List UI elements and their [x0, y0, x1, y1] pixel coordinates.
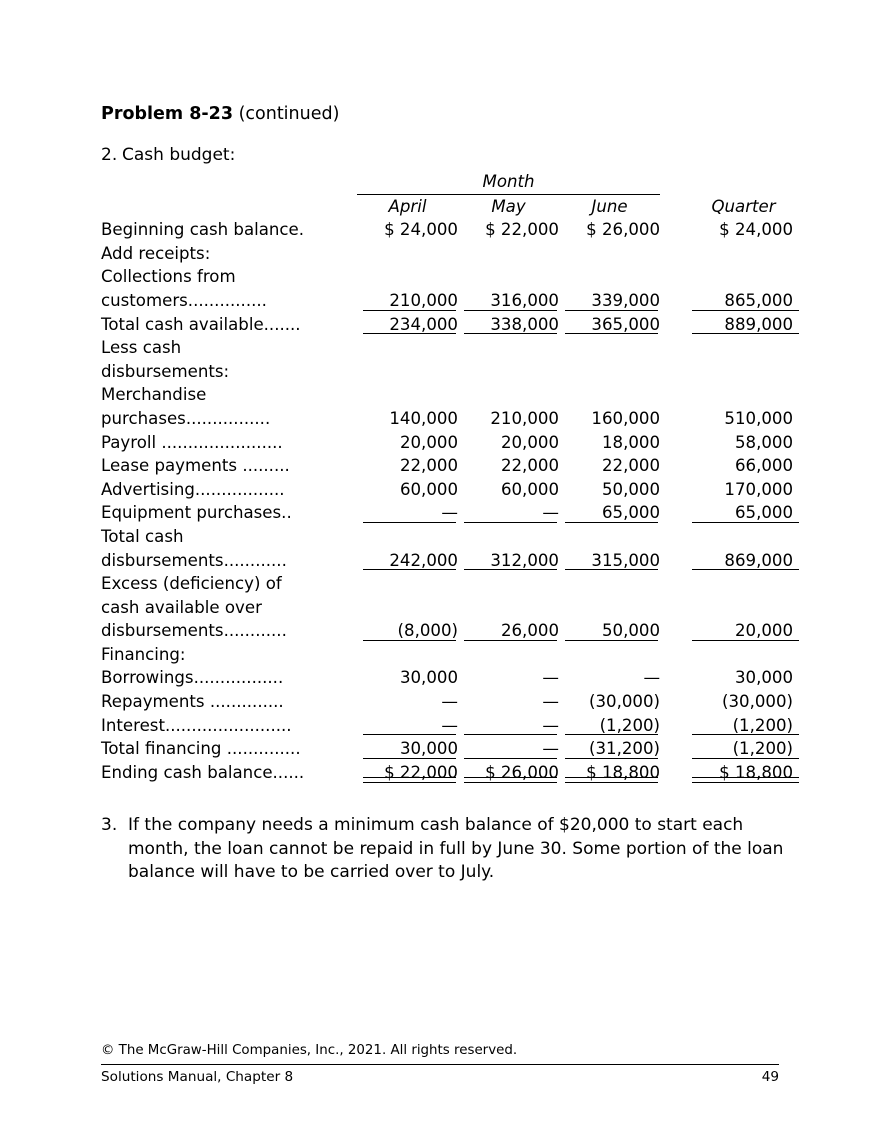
- row-label: [101, 737, 357, 761]
- row-label-text: purchases: [101, 408, 186, 428]
- cell-may: —: [458, 501, 559, 525]
- cell-quarter: [686, 572, 801, 596]
- row-label-leader: .: [298, 220, 305, 240]
- cell-quarter: 65,000: [686, 501, 801, 525]
- column-header-may: May: [491, 196, 526, 216]
- cell-april: [357, 525, 458, 549]
- table-row: [101, 265, 801, 289]
- cell-june: [559, 242, 660, 266]
- cell-april: —: [357, 501, 458, 525]
- column-header-row: [101, 194, 801, 218]
- row-label-text: Add receipts:: [101, 243, 211, 263]
- cell-gap: [660, 265, 686, 289]
- cell-april: 60,000: [399, 479, 458, 499]
- column-header-june: June: [591, 196, 628, 216]
- table-row: [101, 336, 801, 360]
- cell-may: 210,000: [490, 408, 559, 428]
- cell-june: (31,200): [559, 737, 660, 761]
- cell-may: $ 22,000: [485, 220, 559, 240]
- row-label-text: Less cash: [101, 338, 182, 358]
- row-label: [101, 454, 357, 478]
- row-label-leader: ................: [185, 408, 271, 428]
- group-header-spacer: [101, 170, 357, 194]
- footer-divider: [101, 1064, 779, 1065]
- table-head: [101, 170, 801, 218]
- column-header-quarter: Quarter: [711, 196, 776, 216]
- cell-april: 140,000: [389, 408, 458, 428]
- table-row: [101, 690, 801, 714]
- row-label-text: Repayments: [101, 692, 210, 712]
- cell-quarter: [686, 596, 801, 620]
- cell-may: —: [542, 692, 559, 712]
- group-header-gap: [660, 170, 686, 194]
- cell-quarter: (30,000): [722, 692, 794, 712]
- cell-may: 22,000: [500, 456, 559, 476]
- row-label-text: Lease payments: [101, 456, 243, 476]
- table-row: [101, 454, 801, 478]
- row-label-text: Excess (deficiency) of: [101, 574, 282, 594]
- cell-quarter: $ 18,800: [686, 761, 801, 785]
- cell-april: —: [357, 714, 458, 738]
- row-label-text: Payroll: [101, 432, 162, 452]
- cell-quarter: [686, 383, 801, 407]
- row-label-leader: .......................: [161, 432, 283, 452]
- row-label: [101, 761, 357, 785]
- cell-may: 316,000: [458, 289, 559, 313]
- row-label: [101, 313, 357, 337]
- table-body: [101, 218, 801, 784]
- cell-april: [357, 360, 458, 384]
- cell-may: [458, 336, 559, 360]
- cell-may: 20,000: [500, 432, 559, 452]
- row-label: [101, 714, 357, 738]
- cell-quarter: 30,000: [734, 668, 794, 688]
- row-label: [101, 549, 357, 573]
- cell-may: [458, 596, 559, 620]
- cell-quarter: 865,000: [686, 289, 801, 313]
- cell-june: 65,000: [559, 501, 660, 525]
- cell-quarter: $ 24,000: [719, 220, 794, 240]
- row-label-leader: ...............: [187, 290, 267, 310]
- row-label-leader: ........................: [164, 715, 292, 735]
- cell-may: 60,000: [500, 479, 559, 499]
- table-row: [101, 431, 801, 455]
- cell-june: [559, 643, 660, 667]
- row-label-leader: ......: [272, 762, 305, 782]
- cell-june: [559, 265, 660, 289]
- item-2-heading: [101, 144, 235, 166]
- cell-may: —: [458, 714, 559, 738]
- row-label-text: Equipment purchases: [101, 503, 282, 523]
- cell-june: $ 18,800: [559, 761, 660, 785]
- cell-june: [559, 336, 660, 360]
- cell-gap: [660, 431, 686, 455]
- cell-gap: [660, 690, 686, 714]
- cell-gap: [660, 643, 686, 667]
- cell-may: [458, 242, 559, 266]
- row-label-text: Financing:: [101, 644, 186, 664]
- cell-gap: [660, 242, 686, 266]
- table-row: [101, 525, 801, 549]
- cell-gap: [660, 549, 686, 573]
- row-label: [101, 501, 357, 525]
- cell-june: 160,000: [591, 408, 661, 428]
- row-label: [101, 265, 357, 289]
- cell-gap: [660, 501, 686, 525]
- table-row: [101, 218, 801, 242]
- cell-may: —: [542, 668, 559, 688]
- cell-june: 18,000: [601, 432, 661, 452]
- cell-gap: [660, 407, 686, 431]
- cell-quarter: [686, 360, 801, 384]
- cell-gap: [660, 737, 686, 761]
- cell-april: —: [441, 692, 458, 712]
- row-label-leader: .................: [193, 668, 284, 688]
- cell-june: 22,000: [601, 456, 661, 476]
- table-row: [101, 643, 801, 667]
- cash-budget-table: [101, 170, 801, 784]
- cell-june: —: [643, 668, 661, 688]
- cell-april: $ 24,000: [384, 220, 458, 240]
- cell-quarter: 58,000: [734, 432, 794, 452]
- cell-gap: [660, 761, 686, 785]
- cell-june: [559, 596, 660, 620]
- cell-quarter: [686, 265, 801, 289]
- row-label: [101, 289, 357, 313]
- row-label: [101, 572, 357, 596]
- row-label-leader: .......: [263, 314, 301, 334]
- row-label: [101, 666, 357, 690]
- cell-april: [357, 596, 458, 620]
- cell-may: 26,000: [458, 619, 559, 643]
- cell-may: [458, 525, 559, 549]
- page-number: 49: [761, 1069, 779, 1085]
- row-label-text: Ending cash balance: [101, 762, 273, 782]
- cell-gap: [660, 596, 686, 620]
- cell-may: —: [458, 737, 559, 761]
- row-label-text: Borrowings: [101, 668, 194, 688]
- item-3-paragraph: [101, 814, 791, 885]
- cell-april: [357, 336, 458, 360]
- item-2-number: 2.: [101, 145, 118, 165]
- row-label: [101, 619, 357, 643]
- problem-continued-label: (continued): [238, 104, 340, 124]
- cell-april: [357, 383, 458, 407]
- cell-april: [357, 572, 458, 596]
- row-label-text: Total cash: [101, 526, 184, 546]
- cell-june: [559, 572, 660, 596]
- row-label: [101, 407, 357, 431]
- cell-may: 312,000: [458, 549, 559, 573]
- cell-april: 242,000: [357, 549, 458, 573]
- cell-quarter: [686, 643, 801, 667]
- cell-quarter: 510,000: [724, 408, 794, 428]
- row-label: [101, 218, 357, 242]
- table-row: [101, 761, 801, 785]
- table-row: [101, 737, 801, 761]
- cell-may: [458, 572, 559, 596]
- row-label-text: Merchandise: [101, 385, 207, 405]
- item-2-title: Cash budget:: [122, 145, 236, 165]
- cell-quarter: [686, 242, 801, 266]
- cell-gap: [660, 454, 686, 478]
- cash-budget-grid: [101, 170, 801, 784]
- table-row: [101, 501, 801, 525]
- cell-may: $ 26,000: [458, 761, 559, 785]
- footer-source-label: Solutions Manual, Chapter 8: [101, 1069, 294, 1085]
- cell-june: 50,000: [559, 619, 660, 643]
- row-label: [101, 383, 357, 407]
- page-title: [101, 103, 339, 125]
- cell-gap: [660, 360, 686, 384]
- row-label-leader: .................: [194, 479, 285, 499]
- cell-june: 50,000: [601, 479, 661, 499]
- row-label: [101, 360, 357, 384]
- table-row: [101, 383, 801, 407]
- table-row: [101, 666, 801, 690]
- column-header-spacer: [101, 194, 357, 218]
- row-label-leader: ..: [281, 503, 292, 523]
- cell-april: (8,000): [357, 619, 458, 643]
- cell-april: 22,000: [399, 456, 458, 476]
- row-label-text: Interest: [101, 715, 165, 735]
- group-header-quarter-spacer: [686, 170, 801, 194]
- column-header-april: April: [388, 196, 427, 216]
- cell-may: [458, 265, 559, 289]
- row-label: [101, 643, 357, 667]
- row-label-leader: ..............: [209, 692, 284, 712]
- row-label: [101, 596, 357, 620]
- row-label-leader: ..............: [226, 739, 301, 759]
- cell-quarter: [686, 336, 801, 360]
- cell-gap: [660, 313, 686, 337]
- cell-april: [357, 265, 458, 289]
- cell-may: [458, 643, 559, 667]
- table-row: [101, 289, 801, 313]
- row-label-leader: ............: [223, 621, 287, 641]
- item-3-number: 3.: [101, 815, 118, 835]
- cell-june: [559, 360, 660, 384]
- cell-quarter: (1,200): [686, 714, 801, 738]
- cell-june: [559, 383, 660, 407]
- row-label-text: cash available over: [101, 597, 262, 617]
- table-row: [101, 478, 801, 502]
- row-label: [101, 525, 357, 549]
- cell-gap: [660, 619, 686, 643]
- cell-june: 315,000: [559, 549, 660, 573]
- cell-april: 30,000: [399, 668, 458, 688]
- table-row: [101, 714, 801, 738]
- cell-quarter: 66,000: [734, 456, 794, 476]
- row-label: [101, 242, 357, 266]
- cell-april: $ 22,000: [357, 761, 458, 785]
- row-label-text: disbursements: [101, 621, 224, 641]
- cell-june: 339,000: [559, 289, 660, 313]
- cell-gap: [660, 478, 686, 502]
- row-label: [101, 336, 357, 360]
- column-header-gap: [660, 194, 686, 218]
- table-row: [101, 360, 801, 384]
- cell-quarter: [686, 525, 801, 549]
- row-label-text: disbursements:: [101, 361, 230, 381]
- table-row: [101, 242, 801, 266]
- cell-april: 234,000: [357, 313, 458, 337]
- table-row: [101, 407, 801, 431]
- cell-gap: [660, 383, 686, 407]
- table-row: [101, 596, 801, 620]
- row-label-text: disbursements: [101, 550, 224, 570]
- cell-april: [357, 643, 458, 667]
- cell-june: 365,000: [559, 313, 660, 337]
- row-label: [101, 431, 357, 455]
- cell-quarter: (1,200): [686, 737, 801, 761]
- cell-quarter: 170,000: [724, 479, 794, 499]
- cell-gap: [660, 289, 686, 313]
- group-header-row: [101, 170, 801, 194]
- row-label-text: Beginning cash balance: [101, 220, 299, 240]
- row-label: [101, 478, 357, 502]
- cell-april: [357, 242, 458, 266]
- cell-june: (1,200): [559, 714, 660, 738]
- cell-june: [559, 525, 660, 549]
- cell-gap: [660, 714, 686, 738]
- cell-gap: [660, 572, 686, 596]
- cell-gap: [660, 218, 686, 242]
- group-header-month: Month: [357, 170, 660, 194]
- row-label-text: customers: [101, 290, 188, 310]
- row-label-text: Total financing: [101, 739, 227, 759]
- table-row: [101, 619, 801, 643]
- row-label-text: Total cash available: [101, 314, 264, 334]
- table-row: [101, 572, 801, 596]
- cell-june: (30,000): [589, 692, 661, 712]
- cell-may: [458, 360, 559, 384]
- item-3-text: If the company needs a minimum cash balance of $20,000 to start each month, the loan cannot be repaid in full by June 30. Some portion of the loan balance will have to be carried over to July.: [128, 815, 784, 882]
- cell-quarter: 889,000: [686, 313, 801, 337]
- cell-gap: [660, 666, 686, 690]
- table-row: [101, 313, 801, 337]
- cell-may: [458, 383, 559, 407]
- cell-may: 338,000: [458, 313, 559, 337]
- cell-gap: [660, 336, 686, 360]
- cell-gap: [660, 525, 686, 549]
- table-row: [101, 549, 801, 573]
- row-label-text: Advertising: [101, 479, 195, 499]
- cell-quarter: 869,000: [686, 549, 801, 573]
- row-label: [101, 690, 357, 714]
- problem-number: Problem 8-23: [101, 104, 233, 124]
- cell-quarter: 20,000: [686, 619, 801, 643]
- row-label-text: Collections from: [101, 267, 236, 287]
- row-label-leader: ............: [223, 550, 287, 570]
- cell-april: 30,000: [357, 737, 458, 761]
- cell-april: 210,000: [357, 289, 458, 313]
- cell-june: $ 26,000: [586, 220, 661, 240]
- copyright-notice: © The McGraw-Hill Companies, Inc., 2021. All rights reserved.: [101, 1043, 518, 1058]
- row-label-leader: .........: [242, 456, 290, 476]
- cell-april: 20,000: [399, 432, 458, 452]
